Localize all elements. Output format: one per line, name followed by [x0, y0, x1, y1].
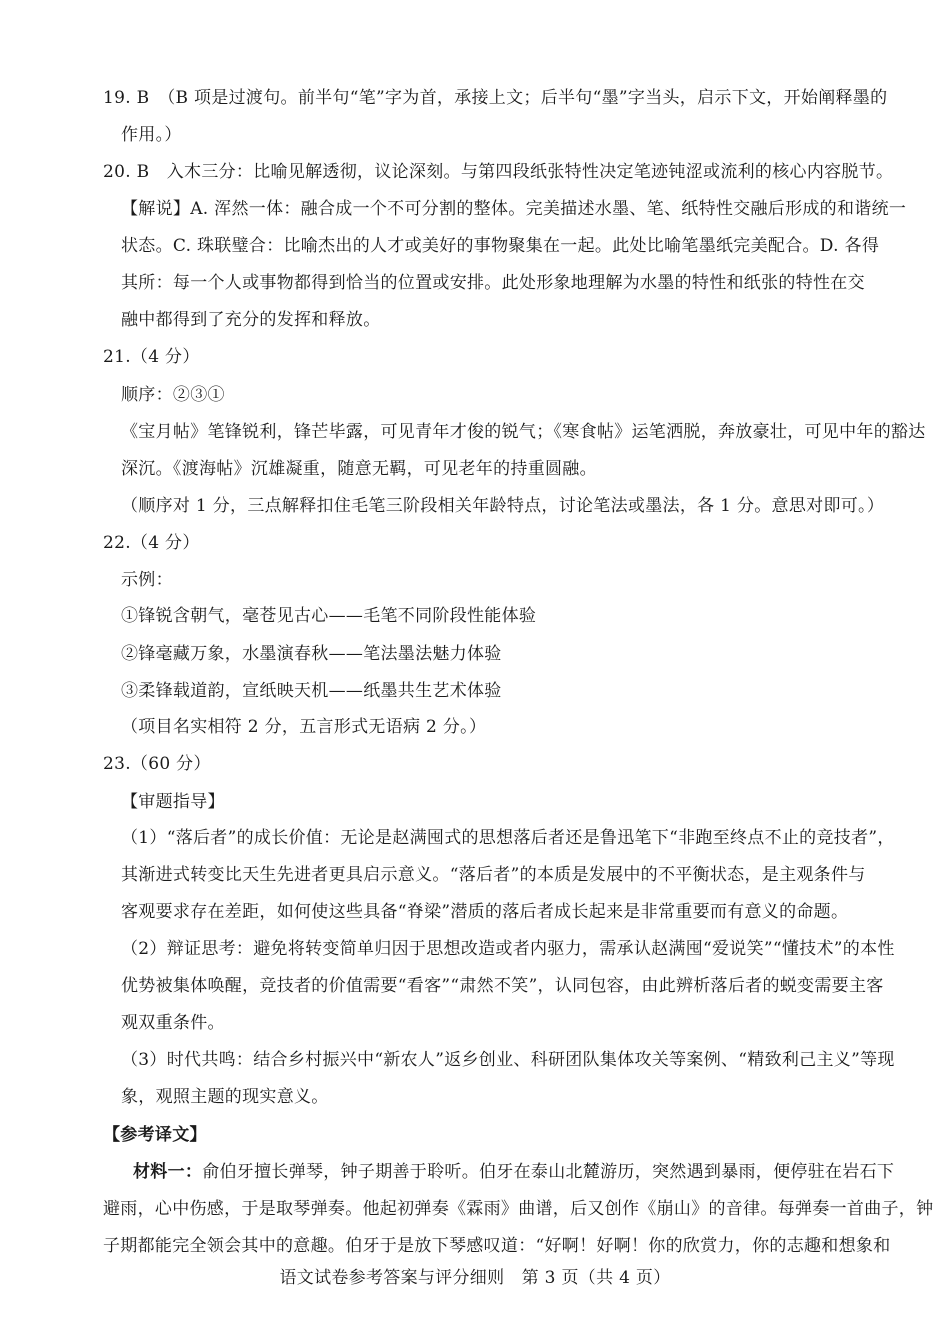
q21-text-1: 《宝月帖》笔锋锐利，锋芒毕露，可见青年才俊的锐气；《寒食帖》运笔洒脱，奔放豪壮，可见中年的豁达 — [121, 422, 926, 442]
q23-heading: 23.（60 分） — [103, 754, 211, 774]
q22-item-3: ③柔锋载道韵，宣纸映天机——纸墨共生艺术体验 — [121, 681, 502, 701]
q23-point1-line3: 客观要求存在差距，如何使这些具备“脊梁”潜质的落后者成长起来是非常重要而有意义的命题。 — [121, 902, 849, 922]
q20-explanation-3: 其所：每一个人或事物都得到恰当的位置或安排。此处形象地理解为水墨的特性和纸张的特性在交 — [121, 273, 865, 293]
q19-line1: 19. B （B 项是过渡句。前半句“笔”字为首，承接上文；后半句“墨”字当头，启示下文，开始阐释墨的 — [103, 88, 888, 108]
q19-line2: 作用。） — [121, 125, 182, 145]
translation-line1 — [133, 1160, 894, 1184]
q22-item-1: ①锋锐含朝气，毫苍见古心——毛笔不同阶段性能体验 — [121, 606, 537, 626]
q20-explanation-1: 【解说】A. 浑然一体：融合成一个不可分割的整体。完美描述水墨、笔、纸特性交融后形成的和谐统一 — [121, 199, 907, 219]
translation-line3: 子期都能完全领会其中的意趣。伯牙于是放下琴感叹道：“好啊！好啊！你的欣赏力，你的志趣和想象和 — [103, 1236, 891, 1256]
q23-point2-line2: 优势被集体唤醒，竞技者的价值需要“看客”“肃然不笑”，认同包容，由此辨析落后者的蜕变需要主客 — [121, 976, 884, 996]
material-label: 材料一： — [133, 1162, 203, 1182]
q21-scoring: （顺序对 1 分，三点解释扣住毛笔三阶段相关年龄特点，讨论笔法或墨法，各 1 分。意思对即可。） — [121, 496, 885, 516]
q22-heading: 22.（4 分） — [103, 533, 200, 553]
q21-order: 顺序：②③① — [121, 385, 225, 405]
q23-point2-line1: （2）辩证思考：避免将转变简单归因于思想改造或者内驱力，需承认赵满囤“爱说笑”“懂技术”的本性 — [121, 939, 895, 959]
q21-text-2: 深沉。《渡海帖》沉雄凝重，随意无羁，可见老年的持重圆融。 — [121, 459, 597, 479]
translation-line2: 避雨，心中伤感，于是取琴弹奏。他起初弹奏《霖雨》曲谱，后又创作《崩山》的音律。每弹奏一首曲子，钟 — [103, 1199, 934, 1219]
q20-explanation-4: 融中都得到了充分的发挥和释放。 — [121, 310, 381, 330]
page-footer: 语文试卷参考答案与评分细则 第 3 页（共 4 页） — [279, 1268, 671, 1288]
q22-item-2: ②锋毫藏万象，水墨演春秋——笔法墨法魅力体验 — [121, 644, 502, 664]
q23-point3-line2: 象，观照主题的现实意义。 — [121, 1087, 329, 1107]
q23-point3-line1: （3）时代共鸣：结合乡村振兴中“新农人”返乡创业、科研团队集体攻关等案例、“精致利己主义”等现 — [121, 1050, 895, 1070]
q23-guide-title: 【审题指导】 — [121, 792, 225, 812]
q23-point1-line1: （1）“落后者”的成长价值：无论是赵满囤式的思想落后者还是鲁迅笔下“非跑至终点不止的竞技者”， — [121, 828, 895, 848]
q20-line1: 20. B 入木三分：比喻见解透彻，议论深刻。与第四段纸张特性决定笔迹钝涩或流利的核心内容脱节。 — [103, 162, 894, 182]
q22-scoring: （项目名实相符 2 分，五言形式无语病 2 分。） — [121, 717, 487, 737]
q22-example-label: 示例： — [121, 570, 173, 590]
q21-heading: 21.（4 分） — [103, 347, 200, 367]
translation-line1-text: 俞伯牙擅长弹琴，钟子期善于聆听。伯牙在泰山北麓游历，突然遇到暴雨，便停驻在岩石下 — [202, 1162, 895, 1182]
translation-title: 【参考译文】 — [103, 1125, 207, 1145]
q23-point1-line2: 其渐进式转变比天生先进者更具启示意义。“落后者”的本质是发展中的不平衡状态，是主观条件与 — [121, 865, 866, 885]
q20-explanation-2: 状态。C. 珠联璧合：比喻杰出的人才或美好的事物聚集在一起。此处比喻笔墨纸完美配合。D. 各得 — [121, 236, 880, 256]
q23-point2-line3: 观双重条件。 — [121, 1013, 225, 1033]
